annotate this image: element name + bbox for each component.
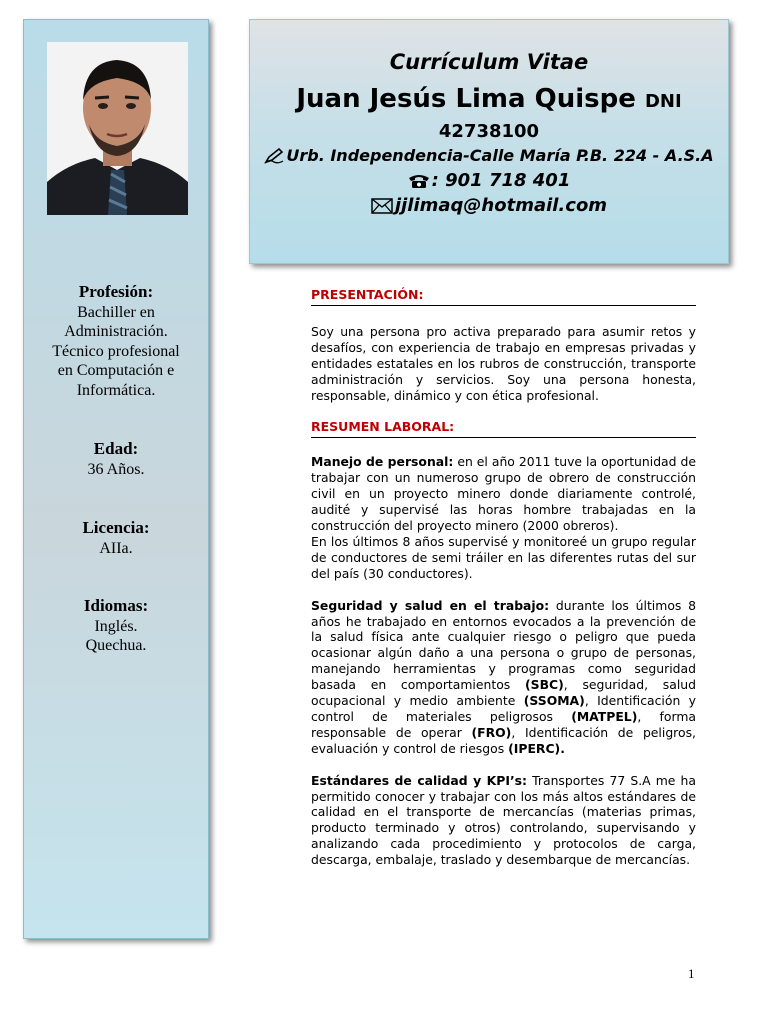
profession-section — [24, 282, 208, 400]
main-content — [311, 287, 696, 884]
drivers-supervision-paragraph: En los últimos 8 años supervisé y monitoreé un grupo regular de conductores de semi tráiler en las diferentes rutas del sur del país (30 conductores). — [311, 533, 696, 581]
paragraph-text: , Identificación y control de materiales peligrosos — [311, 693, 697, 724]
name-text: Juan Jesús Lima Quispe — [296, 84, 636, 114]
acronym: (MATPEL) — [571, 708, 638, 724]
envelope-icon — [371, 198, 393, 219]
age-value: 36 Años. — [87, 460, 145, 478]
person-photo-icon — [47, 42, 188, 215]
language-item: Quechua. — [85, 637, 147, 654]
license-label: Licencia: — [82, 518, 150, 537]
profession-line: Informática. — [76, 381, 156, 399]
acronym: (SSOMA) — [523, 693, 585, 709]
profession-label: Profesión: — [78, 282, 154, 301]
paragraph-text: en el año 2011 tuve la oportunidad de trabajar con un numeroso grupo de obrero de construcción civil en un proyecto minero donde diariamente controlé, audité y supervisé las horas hombre trabajadas en la construcción del proyecto minero (2000 obreros). — [311, 454, 696, 533]
paragraph-text: , forma responsable de operar — [311, 708, 696, 740]
presentation-text: Soy una persona pro activa preparado para asumir retos y desafíos, con experiencia de trabajo en empresas privadas y entidades estatales en los rubros de construcción, transporte administración y servicios. Soy una persona honesta, responsable, dinámico y con ética profesional. — [311, 323, 696, 403]
quality-kpi-paragraph — [311, 773, 696, 868]
dni-number: 42738100 — [438, 121, 540, 142]
paragraph-text: Transportes 77 S.A me ha permitido conocer y trabajar con los más altos estándares de calidad en el transporte de mercancías (materias primas, producto terminado y otros) controlando, supervisando y analizando cada procedimiento y protocolos de carga, descarga, embalaje, traslado y desembarque de mercancías. — [311, 772, 696, 868]
age-label: Edad: — [93, 439, 139, 458]
phone-icon — [408, 173, 430, 194]
acronym: (SBC) — [524, 677, 564, 693]
languages-label: Idiomas: — [83, 596, 149, 615]
phone-text: : 901 718 401 — [431, 170, 571, 191]
paragraph-lead: Estándares de calidad y KPI’s: — [311, 772, 528, 788]
license-section — [24, 518, 208, 558]
dni-label: DNI — [644, 91, 682, 112]
profession-line: Bachiller en — [77, 303, 155, 321]
cv-title: Currículum Vitae — [389, 50, 589, 74]
address-text: Urb. Independencia-Calle María P.B. 224 - A.S.A — [286, 146, 714, 165]
safety-health-paragraph — [311, 598, 696, 757]
presentation-heading: PRESENTACIÓN: — [311, 287, 696, 306]
acronym: (FRO) — [471, 724, 512, 740]
license-value: AIIa. — [99, 539, 133, 557]
sidebar — [23, 19, 209, 939]
paragraph-text: durante los últimos 8 años he trabajado en entornos evocados a la prevención de la salud física ante cualquier riesgo o peligro que pueda ocasionar algún daño a una persona o grupo de personas, manejando herramientas y programas como seguridad basada en comportamientos — [311, 597, 696, 693]
work-summary-heading: RESUMEN LABORAL: — [311, 419, 696, 438]
paragraph-lead: Seguridad y salud en el trabajo: — [311, 597, 550, 613]
pen-icon — [264, 148, 284, 168]
page-number: 1 — [688, 966, 695, 981]
profile-photo — [47, 42, 188, 215]
paragraph-text: , seguridad, salud ocupacional y medio ambiente — [311, 677, 696, 709]
profession-line: Administración. — [64, 323, 168, 340]
personnel-management-paragraph — [311, 454, 696, 534]
paragraph-lead: Manejo de personal: — [311, 454, 454, 470]
paragraph-text: , Identificación de peligros, evaluación y control de riesgos — [311, 724, 696, 756]
email-line — [250, 195, 728, 219]
phone-line — [250, 170, 728, 194]
cv-header — [249, 19, 729, 264]
acronym: (IPERC). — [508, 740, 565, 756]
language-item: Inglés. — [94, 617, 138, 635]
full-name — [250, 84, 728, 114]
age-section — [24, 439, 208, 479]
profession-line: en Computación e — [57, 362, 175, 379]
profession-line: Técnico profesional — [52, 342, 180, 360]
address-line — [250, 146, 728, 168]
email-text: jjlimaq@hotmail.com — [394, 195, 608, 216]
languages-section — [24, 596, 208, 656]
